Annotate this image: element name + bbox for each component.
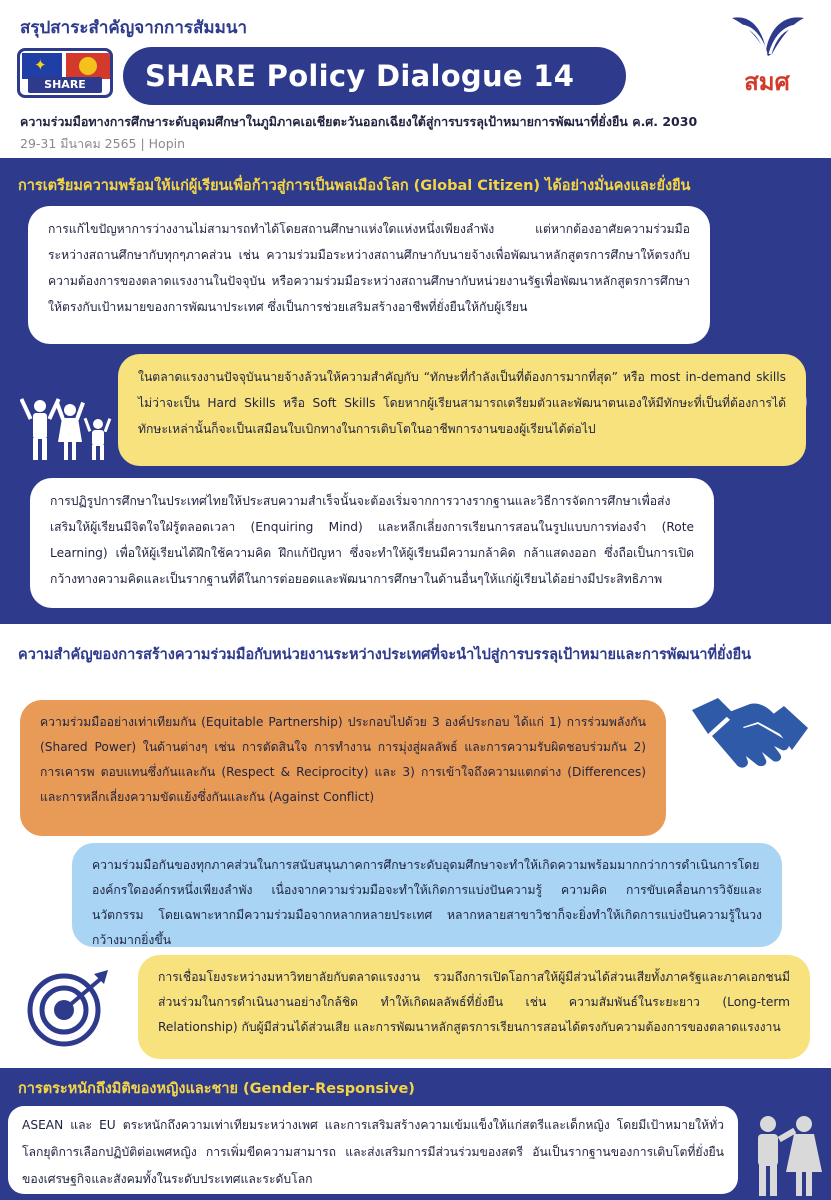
event-dateline: 29-31 มีนาคม 2565 | Hopin <box>20 136 186 151</box>
asean-emblem-icon <box>66 53 110 79</box>
man-woman-icon <box>748 1112 824 1196</box>
subtitle: ความร่วมมือทางการศึกษาระดับอุดมศึกษาในภูมิภาคเอเชียตะวันออกเฉียงใต้สู่การบรรลุเป้าหมายการพัฒนาที่ยั่งยืน ค.ศ. 2030 <box>20 114 698 129</box>
section-gender-responsive <box>0 1068 831 1200</box>
target-arrow-icon <box>22 968 112 1048</box>
onesqa-logo <box>722 10 812 96</box>
section3-box1-text: ASEAN และ EU ตระหนักถึงความเท่าเทียมระหว่างเพศ และการเสริมสร้างความเข้มแข็งให้แก่สตรีและเด็กหญิง โดยมีเป้าหมายให้ทั่วโลกยุติการเลือกปฏิบัติต่อเพศหญิง การเพิ่มขีดความสามารถ และส่งเสริมการมีส่วนร่วมของสตรี อันเป็นรากฐานของการเติบโตที่ยั่งยืนของเศรษฐกิจและสังคมทั้งในระดับประเทศและระดับโลก <box>22 1118 724 1186</box>
org-logo-text: สมศ <box>744 68 790 96</box>
section1-box2-text: ในตลาดแรงงานปัจจุบันนายจ้างล้วนให้ความสำคัญกับ “ทักษะที่กำลังเป็นที่ต้องการมากที่สุด” หรือ most in-demand skills ไม่ว่าจะเป็น Hard Skills หรือ Soft Skills โดยหากผู้เรียนสามารถเตรียมตัวและพัฒนาตนเองให้มีทักษะที่เป็นที่ต้องการได้ ทักษะเหล่านั้นก็จะเป็นเสมือนใบเบิกทางในการเติบโตในอาชีพการงานของผู้เรียนได้ต่อไป <box>138 370 786 436</box>
summary-label: สรุปสาระสำคัญจากการสัมมนา <box>20 18 247 38</box>
section1-box1-text: การแก้ไขปัญหาการว่างงานไม่สามารถทำได้โดยสถานศึกษาแห่งใดแห่งหนึ่งเพียงลำพัง แต่หากต้องอาศัยความร่วมมือระหว่างสถานศึกษากับทุกๆภาคส่วน เช่น ความร่วมมือระหว่างสถานศึกษากับนายจ้างเพื่อพัฒนาหลักสูตรการศึกษาให้ตรงกับความต้องการของตลาดแรงงานในปัจจุบัน หรือความร่วมมือระหว่างสถานศึกษากับหน่วยงานรัฐเพื่อพัฒนาหลักสูตรการศึกษาให้ตรงกับเป้าหมายของการพัฒนาประเทศ ซึ่งเป็นการช่วยเสริมสร้างอาชีพที่ยั่งยืนให้กับผู้เรียน <box>48 222 690 314</box>
section1-box2 <box>118 354 806 466</box>
share-logo-label: SHARE <box>28 77 102 93</box>
section3-box1 <box>8 1106 738 1194</box>
section-global-citizen <box>0 158 831 624</box>
section3-heading: การตระหนักถึงมิติของหญิงและชาย (Gender-Responsive) <box>18 1081 415 1097</box>
section1-box3 <box>30 478 714 608</box>
section1-heading: การเตรียมความพร้อมให้แก่ผู้เรียนเพื่อก้าวสู่การเป็นพลเมืองโลก (Global Citizen) ได้อย่างมั่นคงและยั่งยืน <box>18 178 691 194</box>
section1-box3-text: การปฏิรูปการศึกษาในประเทศไทยให้ประสบความสำเร็จนั้นจะต้องเริ่มจากการวางรากฐานและวิธีการจัดการศึกษาเพื่อส่งเสริมให้ผู้เรียนมีจิตใจใฝ่รู้ตลอดเวลา (Enquiring Mind) และหลีกเลี่ยงการเรียนการสอนในรูปแบบการท่องจำ (Rote Learning) เพื่อให้ผู้เรียนได้ฝึกใช้ความคิด ฝึกแก้ปัญหา ซึ่งจะทำให้ผู้เรียนมีความกล้าคิด กล้าแสดงออก ซึ่งถือเป็นการเปิดกว้างทางความคิดและเป็นรากฐานที่ดีในการต่อยอดและพัฒนาการศึกษาในด้านอื่นๆให้แก่ผู้เรียนได้อย่างมีประสิทธิภาพ <box>50 494 694 586</box>
section2-box1-text: ความร่วมมืออย่างเท่าเทียมกัน (Equitable Partnership) ประกอบไปด้วย 3 องค์ประกอบ ได้แก่ 1) การร่วมพลังกัน (Shared Power) ในด้านต่างๆ เช่น การตัดสินใจ การทำงาน การมุ่งสู่ผลลัพธ์ และการความรับผิดชอบร่วมกัน 2) การเคารพ ตอบแทนซึ่งกันและกัน (Respect & Reciprocity) และ 3) การเข้าใจถึงความแตกต่าง (Differences) และการหลีกเลี่ยงความขัดแย้งซึ่งกันและกัน (Against Conflict) <box>40 715 646 804</box>
section2-heading: ความสำคัญของการสร้างความร่วมมือกับหน่วยงานระหว่างประเทศที่จะนำไปสู่การบรรลุเป้าหมายและการพัฒนาที่ยั่งยืน <box>18 647 752 663</box>
section1-box1 <box>28 206 710 344</box>
section2-box1 <box>20 700 666 836</box>
section2-box3-text: การเชื่อมโยงระหว่างมหาวิทยาลัยกับตลาดแรงงาน รวมถึงการเปิดโอกาสให้ผู้มีส่วนได้ส่วนเสียทั้งภาครัฐและภาคเอกชนมีส่วนร่วมในการดำเนินงานอย่างใกล้ชิด ทำให้เกิดผลลัพธ์ที่ยั่งยืน เช่น ความสัมพันธ์ในระยะยาว (Long-term Relationship) กับผู้มีส่วนได้ส่วนเสีย และการพัฒนาหลักสูตรการเรียนการสอนได้ตรงกับความต้องการของตลาดแรงงาน <box>158 970 790 1034</box>
section2-box3 <box>138 955 810 1059</box>
people-cheering-icon <box>20 394 112 462</box>
handshake-icon <box>688 688 812 778</box>
share-logo <box>17 48 113 98</box>
eu-flag-icon <box>22 53 62 79</box>
page-title: SHARE Policy Dialogue 14 <box>123 47 626 105</box>
section2-box2 <box>72 843 782 947</box>
section2-box2-text: ความร่วมมือกันของทุกภาคส่วนในการสนับสนุนภาคการศึกษาระดับอุดมศึกษาจะทำให้เกิดความพร้อมมากกว่าการดำเนินการโดยองค์กรใดองค์กรหนึ่งเพียงลำพัง เนื่องจากความร่วมมือจะทำให้เกิดการแบ่งปันความรู้ ความคิด การขับเคลื่อนการวิจัยและนวัตกรรม โดยเฉพาะหากมีความร่วมมือจากหลากหลายประเทศ หลากหลายสาขาวิชาก็จะยิ่งทำให้เกิดการแบ่งปันความรู้ในวงกว้างมากยิ่งขึ้น <box>92 858 762 947</box>
